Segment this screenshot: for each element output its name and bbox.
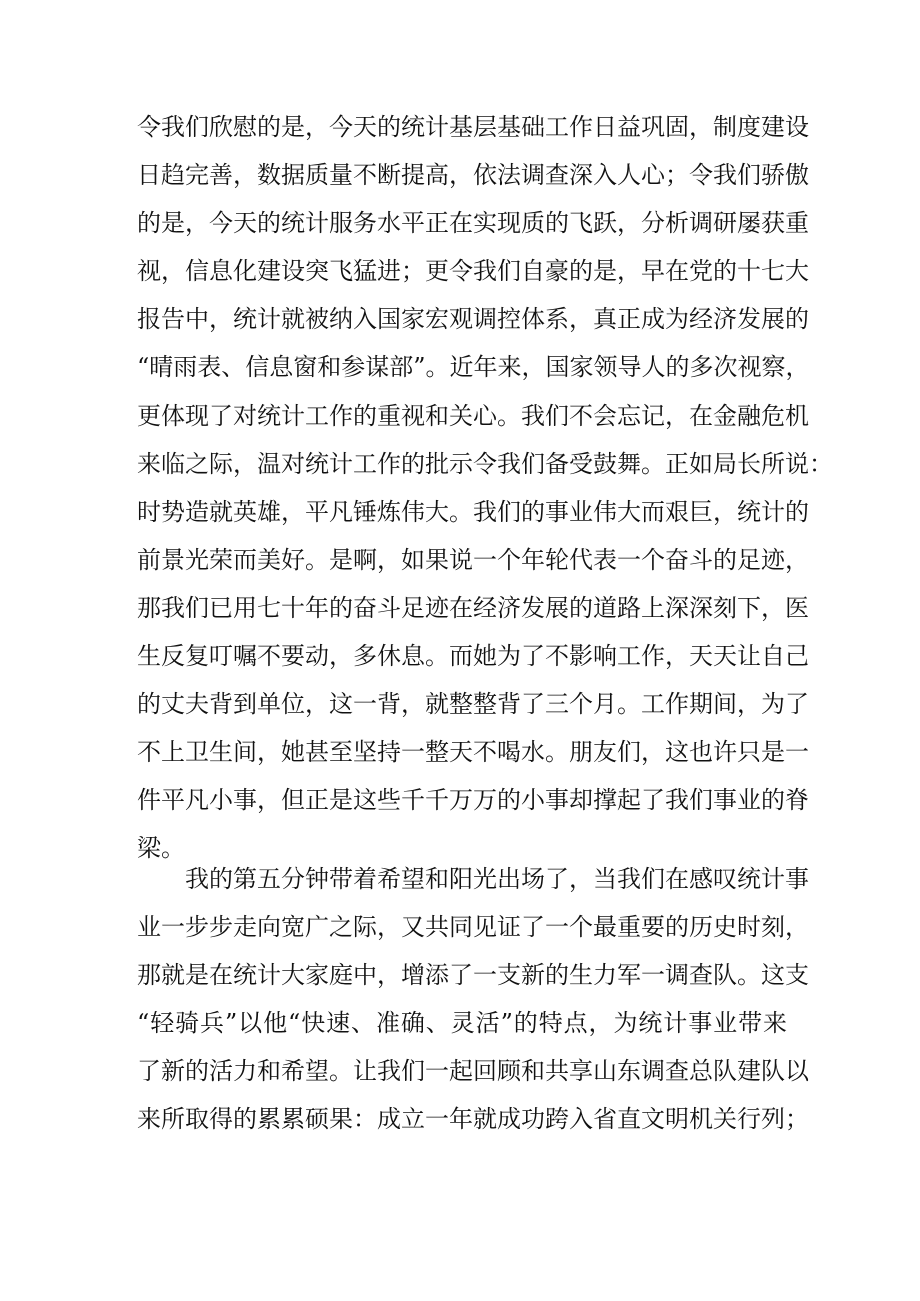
text-line: 了新的活力和希望。让我们一起回顾和共享山东调查总队建队以 bbox=[137, 1057, 809, 1086]
text-line: 业一步步走向宽广之际，又共同见证了一个最重要的历史时刻， bbox=[137, 913, 809, 942]
text-line: 我的第五分钟带着希望和阳光出场了，当我们在感叹统计事 bbox=[185, 865, 809, 893]
text-line: 前景光荣而美好。是啊，如果说一个年轮代表一个奋斗的足迹， bbox=[137, 545, 809, 574]
paragraph-1 bbox=[137, 103, 833, 873]
text-line: 梁。 bbox=[137, 834, 185, 863]
text-line: 的是，今天的统计服务水平正在实现质的飞跃，分析调研屡获重 bbox=[137, 209, 809, 238]
text-line: “晴雨表、信息窗和参谋部”。近年来，国家领导人的多次视察， bbox=[137, 353, 810, 382]
text-line: 令我们欣慰的是，今天的统计基层基础工作日益巩固，制度建设 bbox=[137, 113, 809, 141]
text-line: 来临之际，温对统计工作的批示令我们备受鼓舞。正如局长所说： bbox=[137, 449, 833, 478]
text-line: 不上卫生间，她甚至坚持一整天不喝水。朋友们，这也许只是一 bbox=[137, 738, 809, 767]
text-line: 件平凡小事，但正是这些千千万万的小事却撑起了我们事业的脊 bbox=[137, 786, 809, 815]
text-line: 的丈夫背到单位，这一背，就整整背了三个月。工作期间，为了 bbox=[137, 690, 809, 719]
text-line: 那就是在统计大家庭中，增添了一支新的生力军一调查队。这支 bbox=[137, 961, 809, 990]
paragraph-2 bbox=[137, 855, 809, 1144]
text-line: 时势造就英雄，平凡锤炼伟大。我们的事业伟大而艰巨，统计的 bbox=[137, 497, 809, 526]
text-line: 视，信息化建设突飞猛进；更令我们自豪的是，早在党的十七大 bbox=[137, 257, 809, 286]
text-line: 报告中，统计就被纳入国家宏观调控体系，真正成为经济发展的 bbox=[137, 305, 809, 334]
text-line: “轻骑兵”以他“快速、准确、灵活”的特点，为统计事业带来 bbox=[137, 1009, 787, 1038]
text-line: 来所取得的累累硕果：成立一年就成功跨入省直文明机关行列； bbox=[137, 1105, 809, 1134]
text-line: 那我们已用七十年的奋斗足迹在经济发展的道路上深深刻下，医 bbox=[137, 593, 809, 622]
text-line: 更体现了对统计工作的重视和关心。我们不会忘记，在金融危机 bbox=[137, 401, 809, 430]
text-line: 日趋完善，数据质量不断提高，依法调查深入人心；令我们骄傲 bbox=[137, 161, 809, 190]
text-line: 生反复叮嘱不要动，多休息。而她为了不影响工作，天天让自己 bbox=[137, 642, 809, 671]
